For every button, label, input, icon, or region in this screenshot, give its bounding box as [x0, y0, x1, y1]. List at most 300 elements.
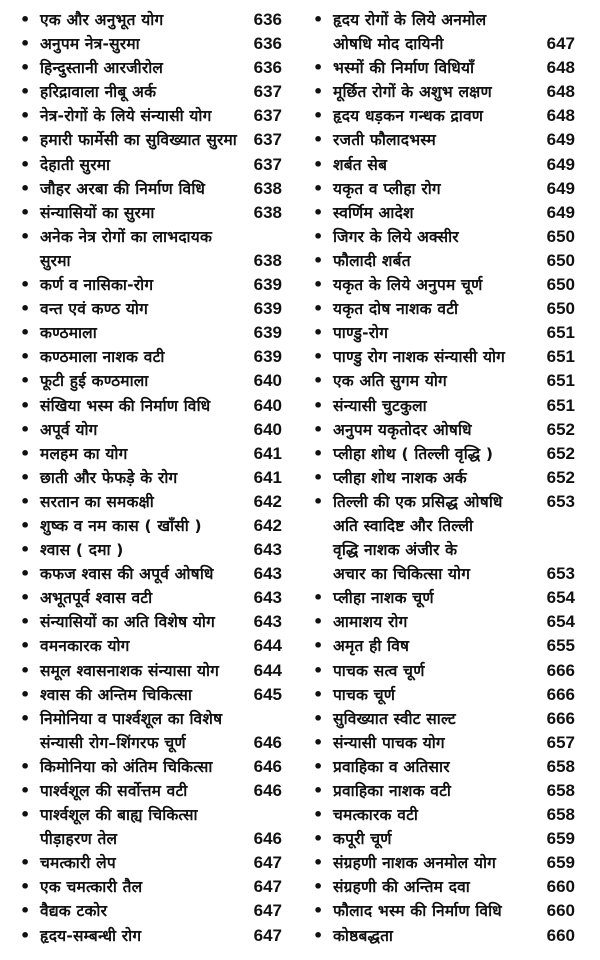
toc-entry-title: संग्रहणी की अन्तिम दवा — [333, 878, 470, 897]
toc-page-number: 646 — [253, 829, 282, 849]
toc-entry-line — [0, 562, 290, 586]
toc-entry-line — [293, 273, 583, 297]
toc-entry-title: पाण्डु रोग नाशक संन्यासी योग — [333, 348, 506, 367]
toc-entry-line — [293, 32, 583, 56]
bullet-icon: • — [313, 732, 324, 752]
toc-entry-title: एक अति सुगम योग — [333, 372, 447, 391]
toc-page-number: 654 — [546, 588, 575, 608]
toc-entry-line — [293, 369, 583, 393]
toc-entry-line — [0, 827, 290, 851]
toc-entry-title: वमनकारक योग — [40, 637, 130, 656]
bullet-icon: • — [20, 395, 31, 415]
bullet-icon: • — [20, 82, 31, 102]
toc-entry-title: अभूतपूर्व श्वास वटी — [40, 589, 153, 608]
toc-entry-title: पाण्डु-रोग — [333, 324, 389, 343]
bullet-icon: • — [313, 829, 324, 849]
toc-right-column — [293, 8, 583, 948]
toc-page-number: 650 — [546, 299, 575, 319]
toc-entry-title: सरतान का समकक्षी — [40, 492, 154, 511]
toc-entry-line — [293, 418, 583, 442]
toc-page-number: 637 — [253, 106, 282, 126]
bullet-icon: • — [20, 467, 31, 487]
toc-entry-title: पार्श्वशूल की बाह्य चिकित्सा — [40, 806, 198, 825]
toc-page-number: 636 — [253, 34, 282, 54]
toc-entry-line — [0, 369, 290, 393]
bullet-icon: • — [20, 323, 31, 343]
toc-entry-line — [293, 201, 583, 225]
toc-entry-title: कफज श्वास की अपूर्व ओषधि — [40, 565, 214, 584]
toc-page-number: 641 — [253, 443, 282, 463]
toc-entry-title: फौलाद भस्म की निर्माण विधि — [333, 902, 502, 921]
bullet-icon: • — [20, 636, 31, 656]
toc-entry-line — [0, 177, 290, 201]
toc-page-number: 651 — [546, 371, 575, 391]
bullet-icon: • — [20, 130, 31, 150]
toc-page-number: 652 — [546, 467, 575, 487]
bullet-icon: • — [313, 275, 324, 295]
toc-entry-line — [293, 683, 583, 707]
toc-page-number: 666 — [546, 684, 575, 704]
bullet-icon: • — [20, 347, 31, 367]
toc-page-number: 652 — [546, 419, 575, 439]
bullet-icon: • — [313, 106, 324, 126]
toc-page-number: 640 — [253, 395, 282, 415]
toc-page-number: 649 — [546, 202, 575, 222]
toc-page-number: 641 — [253, 467, 282, 487]
toc-entry-line — [293, 177, 583, 201]
toc-entry-title: संग्रहणी नाशक अनमोल योग — [333, 854, 497, 873]
toc-page-number: 648 — [546, 106, 575, 126]
toc-entry-title: संन्यासियों का अति विशेष योग — [40, 613, 216, 632]
toc-page-number: 659 — [546, 853, 575, 873]
toc-entry-line — [293, 755, 583, 779]
toc-page-number: 658 — [546, 781, 575, 800]
toc-page-number: 649 — [546, 154, 575, 174]
toc-page-number: 657 — [546, 732, 575, 752]
toc-page-number: 643 — [253, 540, 282, 560]
toc-entry-title: कण्ठमाला नाशक वटी — [40, 348, 165, 367]
bullet-icon: • — [313, 805, 324, 825]
toc-entry-line — [293, 659, 583, 683]
toc-entry-title: अनेक नेत्र रोगों का लाभदायक — [40, 227, 213, 246]
toc-entry-title: यकृत व प्लीहा रोग — [333, 179, 441, 198]
toc-entry-line — [0, 538, 290, 562]
toc-entry-line — [293, 610, 583, 634]
toc-entry-line — [293, 128, 583, 152]
bullet-icon: • — [313, 684, 324, 704]
bullet-icon: • — [20, 299, 31, 319]
toc-entry-line — [0, 32, 290, 56]
toc-entry-title: एक चमत्कारी तैल — [40, 878, 143, 897]
toc-entry-line — [0, 128, 290, 152]
toc-page-number: 648 — [546, 82, 575, 102]
bullet-icon: • — [20, 178, 31, 198]
bullet-icon: • — [313, 756, 324, 776]
toc-entry-title: सुरमा — [40, 251, 71, 270]
toc-page-number: 643 — [253, 612, 282, 632]
bullet-icon: • — [20, 202, 31, 222]
toc-entry-line — [0, 345, 290, 369]
toc-entry-line — [293, 851, 583, 875]
toc-page-number: 639 — [253, 323, 282, 343]
toc-entry-line — [293, 80, 583, 104]
bullet-icon: • — [313, 130, 324, 150]
toc-entry-line — [0, 514, 290, 538]
bullet-icon: • — [20, 925, 31, 945]
toc-entry-title: यकृत दोष नाशक वटी — [333, 300, 459, 319]
bullet-icon: • — [20, 588, 31, 608]
bullet-icon: • — [313, 491, 324, 511]
bullet-icon: • — [20, 275, 31, 295]
toc-page-number: 651 — [546, 323, 575, 343]
toc-entry-line — [0, 394, 290, 418]
toc-page-number: 644 — [253, 660, 282, 680]
bullet-icon: • — [20, 154, 31, 174]
bullet-icon: • — [20, 371, 31, 391]
bullet-icon: • — [20, 684, 31, 704]
toc-entry-line — [293, 562, 583, 586]
toc-entry-line — [0, 586, 290, 610]
toc-entry-title: निमोनिया व पार्श्वशूल का विशेष — [40, 709, 223, 728]
toc-page-number: 636 — [253, 10, 282, 29]
bullet-icon: • — [20, 419, 31, 439]
toc-entry-title: रजती फौलादभस्म — [333, 131, 437, 150]
toc-page-number: 655 — [546, 636, 575, 656]
toc-entry-title: पार्श्वशूल की सर्वोत्तम वटी — [40, 782, 188, 800]
bullet-icon: • — [313, 877, 324, 897]
toc-entry-title: अनुपम नेत्र-सुरमा — [40, 35, 140, 54]
toc-page-number: 653 — [546, 491, 575, 511]
toc-entry-line — [0, 731, 290, 755]
toc-entry-title: वैद्यक टकोर — [40, 902, 108, 921]
toc-page-number: 639 — [253, 299, 282, 319]
toc-page-number: 647 — [546, 34, 575, 54]
bullet-icon: • — [313, 226, 324, 246]
toc-page-number: 649 — [546, 130, 575, 150]
toc-entry-line — [0, 80, 290, 104]
toc-entry-title: वन्त एवं कण्ठ योग — [40, 300, 149, 319]
toc-page-number: 651 — [546, 347, 575, 367]
bullet-icon: • — [313, 925, 324, 945]
toc-entry-line — [0, 297, 290, 321]
toc-entry-line — [293, 514, 583, 538]
toc-entry-title: ओषधि मोद दायिनी — [333, 35, 444, 54]
bullet-icon: • — [313, 299, 324, 319]
toc-entry-title: एक और अनुभूत योग — [40, 11, 164, 29]
toc-entry-title: अमृत ही विष — [333, 637, 410, 656]
toc-page-number: 658 — [546, 756, 575, 776]
toc-entry-line — [293, 297, 583, 321]
toc-entry-title: अपूर्व योग — [40, 420, 98, 439]
toc-page-number: 653 — [546, 564, 575, 584]
toc-entry-line — [293, 394, 583, 418]
toc-entry-title: हृदय धड़कन गन्धक द्रावण — [333, 107, 484, 126]
toc-entry-title: कपूरी चूर्ण — [333, 830, 392, 849]
toc-entry-title: प्रवाहिका नाशक वटी — [333, 782, 452, 800]
toc-entry-title: अनुपम यकृतोदर ओषधि — [333, 420, 472, 439]
toc-entry-line — [0, 851, 290, 875]
toc-entry-title: फूटी हुई कण्ठमाला — [40, 372, 149, 391]
toc-entry-title: जिगर के लिये अक्सीर — [333, 227, 459, 246]
toc-entry-line — [0, 899, 290, 923]
toc-entry-line — [293, 321, 583, 345]
toc-entry-title: फौलादी शर्बत — [333, 251, 411, 270]
bullet-icon: • — [313, 250, 324, 270]
toc-entry-line — [0, 803, 290, 827]
toc-entry-title: यकृत के लिये अनुपम चूर्ण — [333, 276, 483, 295]
bullet-icon: • — [20, 34, 31, 54]
bullet-icon: • — [313, 901, 324, 921]
bullet-icon: • — [20, 756, 31, 776]
toc-entry-line — [293, 827, 583, 851]
toc-page-number: 650 — [546, 275, 575, 295]
toc-entry-title: प्लीहा शोथ ( तिल्ली वृद्धि ) — [333, 444, 494, 463]
toc-page-number: 636 — [253, 58, 282, 78]
toc-entry-title: पाचक चूर्ण — [333, 685, 396, 704]
bullet-icon: • — [313, 10, 324, 29]
toc-page-number: 640 — [253, 419, 282, 439]
bullet-icon: • — [20, 515, 31, 535]
toc-page-number: 638 — [253, 250, 282, 270]
bullet-icon: • — [20, 564, 31, 584]
bullet-icon: • — [313, 853, 324, 873]
toc-entry-line — [0, 683, 290, 707]
toc-entry-line — [293, 707, 583, 731]
toc-page-number: 647 — [253, 925, 282, 945]
toc-entry-title: प्लीहा नाशक चूर्ण — [333, 589, 434, 608]
toc-page-number: 643 — [253, 588, 282, 608]
bullet-icon: • — [20, 58, 31, 78]
toc-entry-line — [293, 586, 583, 610]
toc-entry-line — [293, 490, 583, 514]
toc-left-column — [0, 8, 290, 948]
toc-entry-title: समूल श्वासनाशक संन्यासा योग — [40, 661, 220, 680]
toc-entry-title: हमारी फार्मेसी का सुविख्यात सुरमा — [40, 131, 238, 150]
toc-page-number: 646 — [253, 732, 282, 752]
bullet-icon: • — [313, 82, 324, 102]
bullet-icon: • — [313, 612, 324, 632]
bullet-icon: • — [20, 10, 31, 29]
toc-entry-title: संन्यासी पाचक योग — [333, 733, 445, 752]
toc-entry-title: शर्बत सेब — [333, 155, 388, 174]
toc-page-number: 637 — [253, 82, 282, 102]
toc-page-number: 645 — [253, 684, 282, 704]
bullet-icon: • — [20, 106, 31, 126]
toc-entry-line — [293, 104, 583, 128]
toc-entry-line — [0, 321, 290, 345]
toc-entry-line — [293, 634, 583, 658]
toc-entry-line — [293, 924, 583, 948]
bullet-icon: • — [20, 660, 31, 680]
bullet-icon: • — [313, 178, 324, 198]
toc-page-number: 666 — [546, 708, 575, 728]
bullet-icon: • — [20, 612, 31, 632]
bullet-icon: • — [313, 588, 324, 608]
toc-page-number: 666 — [546, 660, 575, 680]
toc-entry-title: पाचक सत्व चूर्ण — [333, 661, 425, 680]
toc-entry-line — [0, 634, 290, 658]
toc-entry-line — [293, 779, 583, 803]
toc-entry-title: सुविख्यात स्वीट साल्ट — [333, 709, 456, 728]
toc-entry-line — [0, 56, 290, 80]
toc-page-number: 643 — [253, 564, 282, 584]
toc-page-number: 660 — [546, 901, 575, 921]
toc-entry-title: देहाती सुरमा — [40, 155, 111, 174]
toc-page-number: 637 — [253, 154, 282, 174]
toc-page-number: 642 — [253, 491, 282, 511]
toc-entry-title: प्रवाहिका व अतिसार — [333, 757, 450, 776]
toc-page-number: 654 — [546, 612, 575, 632]
toc-entry-title: मूर्छित रोगों के अशुभ लक्षण — [333, 83, 492, 102]
toc-entry-line — [0, 659, 290, 683]
toc-entry-line — [0, 418, 290, 442]
toc-entry-title: शुष्क व नम कास ( खाँसी ) — [40, 516, 202, 535]
bullet-icon: • — [20, 877, 31, 897]
toc-entry-title: संन्यासी चुटकुला — [333, 396, 427, 415]
toc-entry-title: चमत्कारी लेप — [40, 854, 116, 873]
bullet-icon: • — [20, 226, 31, 246]
bullet-icon: • — [313, 467, 324, 487]
toc-entry-title: स्वर्णिम आदेश — [333, 203, 414, 222]
toc-entry-title: वृद्धि नाशक अंजीर के — [333, 541, 458, 560]
toc-entry-line — [0, 104, 290, 128]
toc-entry-line — [0, 153, 290, 177]
toc-page-number: 650 — [546, 226, 575, 246]
toc-entry-title: नेत्र-रोगों के लिये संन्यासी योग — [40, 107, 212, 126]
toc-entry-title: चमत्कारक वटी — [333, 806, 419, 825]
toc-entry-line — [293, 803, 583, 827]
toc-entry-line — [0, 273, 290, 297]
toc-entry-title: संखिया भस्म की निर्माण विधि — [40, 396, 211, 415]
toc-entry-title: मलहम का योग — [40, 444, 128, 463]
bullet-icon: • — [313, 202, 324, 222]
toc-page-number: 659 — [546, 829, 575, 849]
toc-page-number: 650 — [546, 250, 575, 270]
toc-entry-title: अति स्वादिष्ट और तिल्ली — [333, 516, 474, 535]
toc-entry-line — [293, 345, 583, 369]
bullet-icon: • — [313, 347, 324, 367]
toc-entry-title: कण्ठमाला — [40, 324, 97, 343]
toc-entry-title: संन्यासी रोग–शिंगरफ चूर्ण — [40, 733, 186, 752]
toc-page-number: 647 — [253, 877, 282, 897]
toc-entry-line — [0, 875, 290, 899]
bullet-icon: • — [20, 443, 31, 463]
bullet-icon: • — [20, 901, 31, 921]
toc-page-number: 639 — [253, 347, 282, 367]
toc-page-number: 646 — [253, 781, 282, 800]
toc-page-number: 660 — [546, 877, 575, 897]
toc-page-number: 649 — [546, 178, 575, 198]
toc-entry-line — [0, 490, 290, 514]
toc-entry-title: भस्मों की निर्माण विधियाँ — [333, 59, 475, 78]
bullet-icon: • — [313, 419, 324, 439]
toc-entry-title: आमाशय रोग — [333, 613, 408, 632]
toc-entry-title: कर्ण व नासिका-रोग — [40, 276, 154, 295]
toc-entry-line — [293, 56, 583, 80]
toc-page-number: 638 — [253, 178, 282, 198]
bullet-icon: • — [313, 154, 324, 174]
toc-page-number: 640 — [253, 371, 282, 391]
toc-entry-title: कोष्ठबद्धता — [333, 926, 394, 945]
bullet-icon: • — [20, 781, 31, 800]
toc-entry-line — [0, 249, 290, 273]
toc-entry-title: जौहर अरबा की निर्माण विधि — [40, 179, 206, 198]
toc-page-number: 647 — [253, 853, 282, 873]
toc-entry-title: हरिद्रावाला नीबू अर्क — [40, 83, 157, 102]
bullet-icon: • — [313, 395, 324, 415]
toc-entry-line — [293, 899, 583, 923]
bullet-icon: • — [313, 660, 324, 680]
toc-page-number: 637 — [253, 130, 282, 150]
toc-entry-line — [0, 466, 290, 490]
toc-page-number: 644 — [253, 636, 282, 656]
toc-page-number: 646 — [253, 756, 282, 776]
toc-entry-title: हृदय-सम्बन्धी रोग — [40, 926, 142, 945]
toc-entry-line — [0, 8, 290, 32]
toc-entry-title: पीड़ाहरण तेल — [40, 830, 118, 849]
bullet-icon: • — [313, 58, 324, 78]
toc-entry-title: किमोनिया को अंतिम चिकित्सा — [40, 757, 213, 776]
toc-page-number: 648 — [546, 58, 575, 78]
bullet-icon: • — [313, 323, 324, 343]
toc-entry-line — [293, 225, 583, 249]
toc-entry-line — [0, 924, 290, 948]
toc-entry-title: संन्यासियों का सुरमा — [40, 203, 155, 222]
toc-entry-title: हिन्दुस्तानी आरजीरोल — [40, 59, 164, 78]
toc-entry-title: प्लीहा शोथ नाशक अर्क — [333, 468, 467, 487]
bullet-icon: • — [313, 443, 324, 463]
toc-page-number: 642 — [253, 515, 282, 535]
toc-page-number: 639 — [253, 275, 282, 295]
toc-entry-line — [293, 538, 583, 562]
toc-entry-line — [0, 610, 290, 634]
toc-entry-title: अचार का चिकित्सा योग — [333, 565, 471, 584]
bullet-icon: • — [20, 708, 31, 728]
toc-entry-title: हृदय रोगों के लिये अनमोल — [333, 11, 487, 29]
bullet-icon: • — [313, 708, 324, 728]
bullet-icon: • — [313, 636, 324, 656]
toc-entry-line — [293, 442, 583, 466]
toc-entry-line — [0, 201, 290, 225]
toc-entry-line — [0, 225, 290, 249]
toc-entry-title: छाती और फेफड़े के रोग — [40, 468, 178, 487]
bullet-icon: • — [20, 540, 31, 560]
toc-entry-line — [0, 442, 290, 466]
bullet-icon: • — [20, 853, 31, 873]
toc-entry-line — [0, 707, 290, 731]
toc-entry-line — [0, 755, 290, 779]
bullet-icon: • — [20, 491, 31, 511]
toc-entry-line — [293, 249, 583, 273]
toc-page-number: 651 — [546, 395, 575, 415]
toc-entry-title: श्वास की अन्तिम चिकित्सा — [40, 685, 193, 704]
bullet-icon: • — [20, 805, 31, 825]
bullet-icon: • — [313, 371, 324, 391]
toc-page-number: 638 — [253, 202, 282, 222]
toc-entry-title: तिल्ली की एक प्रसिद्ध ओषधि — [333, 492, 503, 511]
bullet-icon: • — [313, 781, 324, 800]
toc-page-number: 652 — [546, 443, 575, 463]
toc-entry-line — [293, 731, 583, 755]
toc-entry-line — [293, 466, 583, 490]
toc-page-number: 647 — [253, 901, 282, 921]
toc-entry-line — [293, 8, 583, 32]
toc-page-number: 658 — [546, 805, 575, 825]
toc-entry-line — [293, 153, 583, 177]
toc-entry-line — [293, 875, 583, 899]
toc-entry-line — [0, 779, 290, 803]
toc-entry-title: श्वास ( दमा ) — [40, 541, 124, 560]
